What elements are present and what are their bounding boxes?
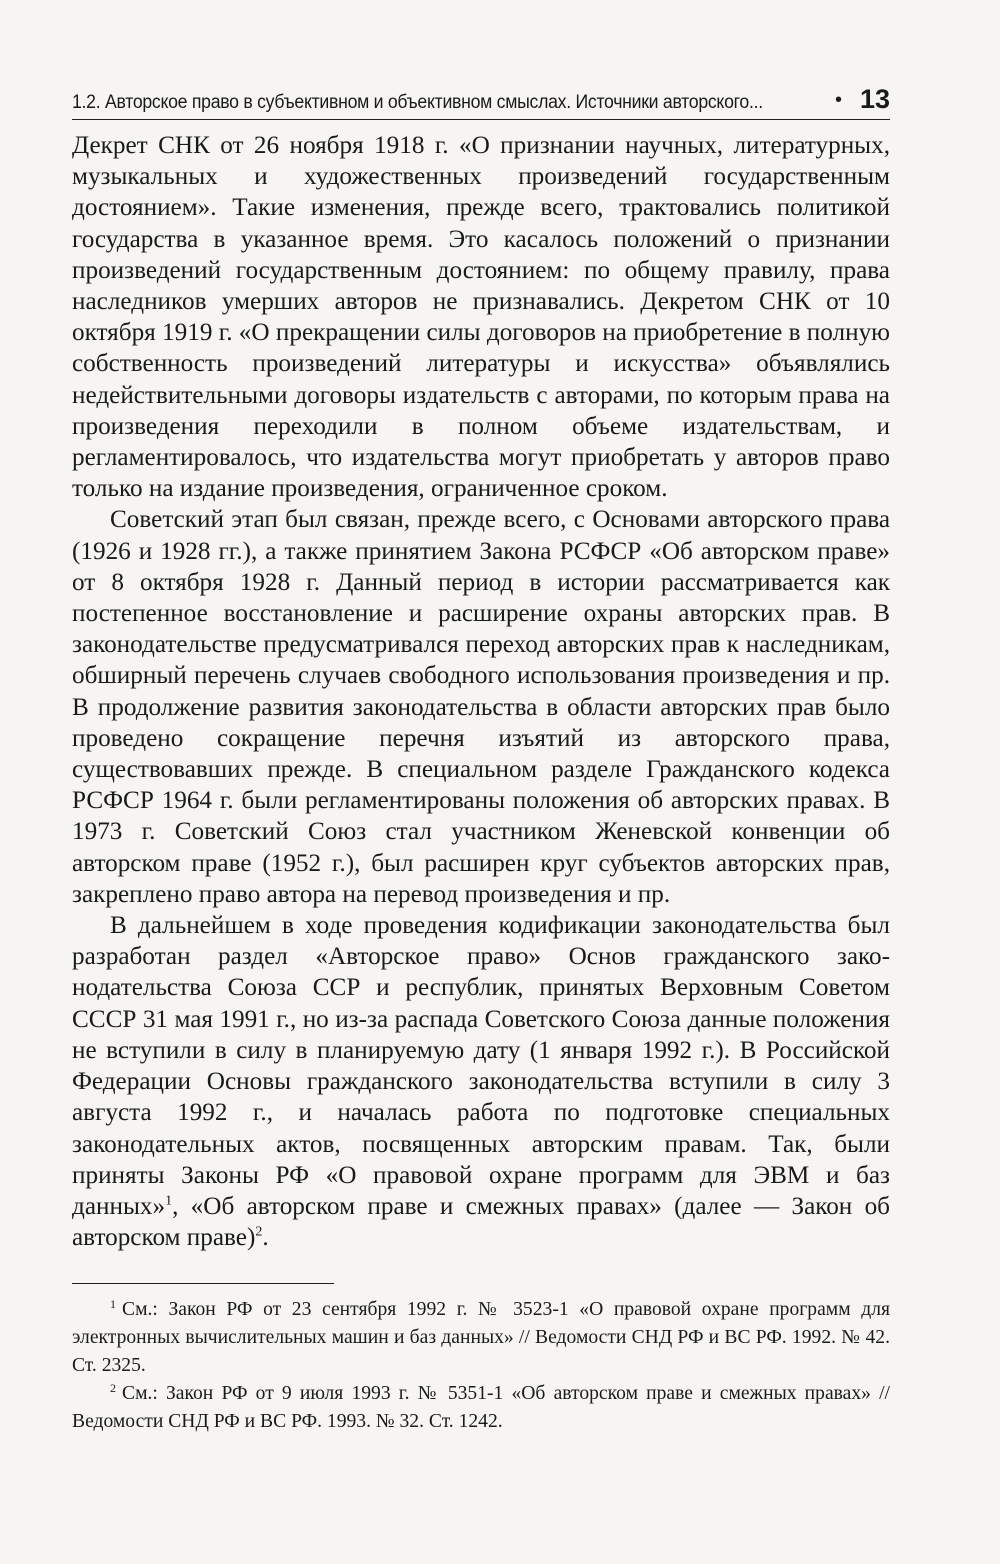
footnote-text: См.: Закон РФ от 9 июля 1993 г. № 5351-1 «Об авторском праве и смежных правах» // Ведомости СНД РФ и ВС РФ. 1993. № 32. Ст. 1242. bbox=[72, 1383, 890, 1433]
footnote-mark: 1 bbox=[110, 1296, 116, 1311]
book-page bbox=[72, 84, 890, 1436]
running-header bbox=[72, 84, 890, 120]
paragraph-continued: Декрет СНК от 26 ноября 1918 г. «О признании научных, литературных, музыкальных и художественных произведений государственным достоянием». Такие изменения, прежде всего, трактовались политикой государства в указанное время. Это касалось положений о признании произведений государственным достоянием: по общему правилу, права наследников умерших авторов не признавались. Декретом СНК от 10 октября 1919 г. «О прекращении силы договоров на приобретение в полную собственность произведений литературы и искусства» объявлялись недействительными договоры издательств с авторами, по которым права на произведения переходили в полном объеме издательствам, и регламентировалось, что издательства могут приобретать у авторов право только на издание произведения, ограниченное сроком. bbox=[72, 132, 891, 503]
footnote-2 bbox=[72, 1380, 890, 1436]
bullet-icon: • bbox=[834, 89, 842, 111]
footnote-1 bbox=[72, 1296, 890, 1380]
paragraph-text-part: В дальнейшем в ходе проведения кодификации законодательства был разработан раздел «Авторское право» Основ гражданского законодательства Союза ССР и республик, принятых Верховным Советом СССР 31 мая 1991 г., но из-за распада Советского Союза данные положения не вступили в силу в планируемую дату (1 января 1992 г.). В Российской Федерации Основы гражданского законодательства вступили в силу 3 августа 1992 г., и началась работа по подготовке специальных законодательных актов, посвященных авторским правам. Так, были приняты Законы РФ «О правовой охране программ для ЭВМ и баз данных» bbox=[72, 912, 890, 1220]
paragraph-codification bbox=[72, 910, 890, 1253]
footnote-divider bbox=[72, 1283, 334, 1284]
footnote-text: См.: Закон РФ от 23 сентября 1992 г. № 3523-1 «О правовой охране программ для электронных вычислительных машин и баз данных» // Ведомости СНД РФ и ВС РФ. 1992. № 42. Ст. 2325. bbox=[72, 1299, 890, 1377]
paragraph-soviet-stage: Советский этап был связан, прежде всего, с Основами авторского права (1926 и 1928 гг.), а также принятием Закона РСФСР «Об авторском праве» от 8 октября 1928 г. Данный период в истории рассматривается как постепенное восстановление и расширение охраны авторских прав. В законодательстве предусматривался переход авторских прав к наследникам, обширный перечень случаев свободного использования произведения и пр. В продолжение развития законодательства в области авторских прав было проведено сокращение перечня изъятий из авторского права, существовавших прежде. В специальном разделе Гражданского кодекса РСФСР 1964 г. были регламентированы положения об авторских правах. В 1973 г. Советский Союз стал участником Женевской конвенции об авторском праве (1952 г.), был расширен круг субъектов авторских прав, закреплено право автора на перевод произведения и пр. bbox=[72, 506, 890, 908]
footnote-ref-1: 1 bbox=[165, 1193, 173, 1209]
paragraph-text-part: , «Об авторском праве и смежных правах» (далее — Закон об авторском праве) bbox=[72, 1192, 890, 1252]
page-number: 13 bbox=[859, 84, 890, 114]
running-header-right bbox=[835, 84, 890, 115]
body-text bbox=[72, 130, 890, 1253]
paragraph-text-part: . bbox=[262, 1224, 269, 1252]
footnote-mark: 2 bbox=[110, 1380, 116, 1395]
running-header-title: 1.2. Авторское право в субъективном и объективном смыслах. Источники авторского... bbox=[72, 92, 763, 113]
footnotes bbox=[72, 1296, 890, 1436]
footnote-ref-2: 2 bbox=[255, 1224, 263, 1240]
